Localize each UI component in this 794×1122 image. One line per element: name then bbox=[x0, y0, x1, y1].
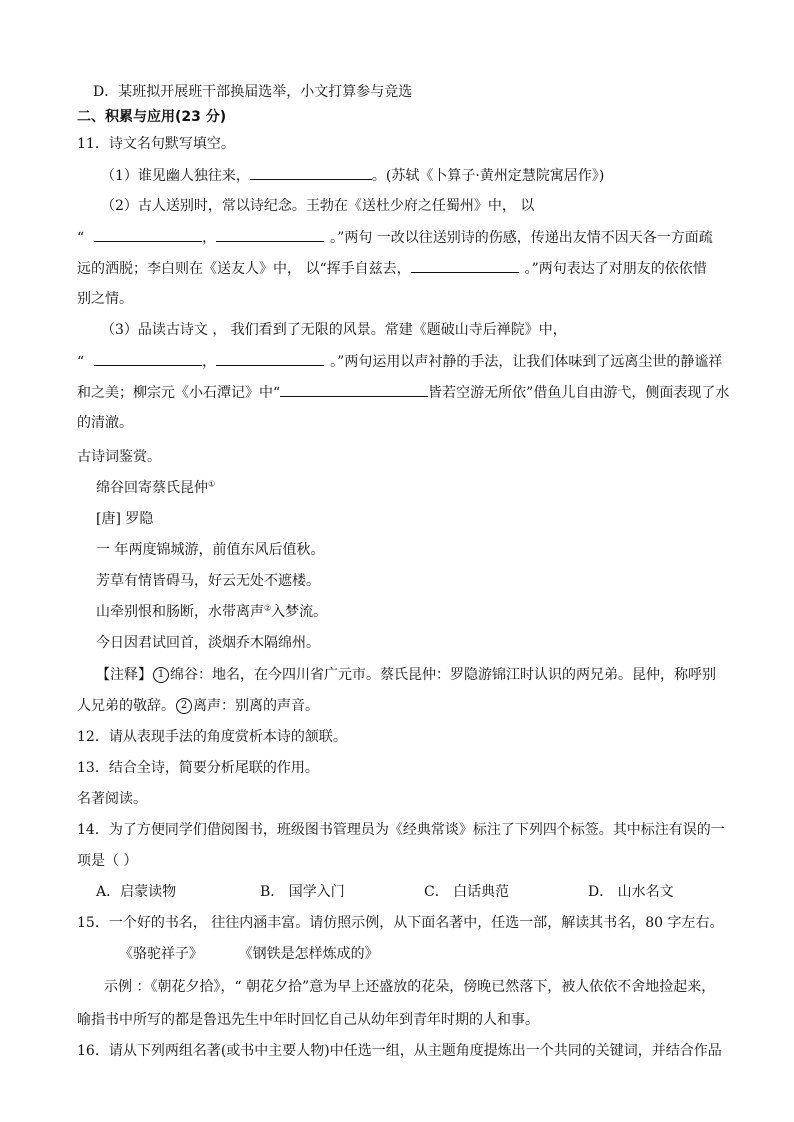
q11-part2-line3 bbox=[77, 258, 707, 278]
note-text-2a: 人兄弟的敬辞。 bbox=[77, 698, 175, 714]
q11-part3-line2 bbox=[77, 351, 722, 371]
answer-blank[interactable] bbox=[216, 227, 324, 242]
q11-part3-line3-b: 皆若空游无所依”借鱼儿自由游弋，侧面表现了水 bbox=[428, 385, 730, 401]
answer-blank[interactable] bbox=[411, 258, 519, 273]
footnote-marker: ② bbox=[264, 603, 272, 613]
q11-part2-line3-b: 。”两句表达了对朋友的依依惜 bbox=[524, 261, 707, 277]
option-d-choice[interactable]: D． 山水名文 bbox=[588, 884, 674, 900]
q11-part2-line1: （2）古人送别时，常以诗纪念。王勃在《送杜少府之任蜀州》中， 以 bbox=[101, 198, 535, 214]
poem-heading: 古诗词鉴赏。 bbox=[77, 449, 161, 465]
poem-author: [唐] 罗隐 bbox=[96, 511, 154, 527]
q11-part2-line3-a: 远的洒脱；李白则在《送友人》中， 以“挥手自兹去， bbox=[77, 261, 411, 277]
q11-part2-rest: 。”两句 一改以往送别诗的伤感，传递出友情不因天各一方面疏 bbox=[330, 230, 713, 246]
q11-part1 bbox=[101, 165, 604, 185]
q15-books: 《骆驼祥子》 《钢铁是怎样炼成的》 bbox=[119, 946, 379, 962]
quote-open: “ bbox=[77, 354, 85, 370]
comma: ， bbox=[202, 354, 217, 370]
poem-line-4: 今日因君试回首，淡烟乔木隔绵州。 bbox=[96, 635, 320, 651]
q16: 16．请从下列两组名著(或书中主要人物)中任选一组，从主题角度提炼出一个共同的关键词，并结合作品 bbox=[77, 1043, 722, 1059]
poem-note-line2 bbox=[77, 696, 319, 716]
poem-note-line1 bbox=[96, 665, 716, 685]
answer-blank[interactable] bbox=[94, 351, 202, 366]
poem-line-3-text: 山牵别恨和肠断，水带离声 bbox=[96, 604, 264, 620]
q15-line1: 15．一个好的书名， 往往内涵丰富。请仿照示例，从下面名著中，任选一部，解读其书名，80 字左右。 bbox=[77, 915, 724, 931]
answer-blank[interactable] bbox=[280, 382, 428, 397]
q11-part2-line4: 别之情。 bbox=[77, 291, 133, 307]
poem-title-text: 绵谷回寄蔡氏昆仲 bbox=[96, 480, 208, 496]
option-d: D．某班拟开展班干部换届选举，小文打算参与竞选 bbox=[93, 84, 413, 100]
section-title: 二、积累与应用(23 分) bbox=[77, 109, 227, 125]
poem-title bbox=[96, 478, 215, 498]
poem-line-1: 一 年两度锦城游，前值东风后值秋。 bbox=[96, 542, 325, 558]
q11-part3-line3-a: 和之美；柳宗元《小石潭记》中“ bbox=[77, 385, 281, 401]
footnote-marker: ① bbox=[208, 479, 216, 489]
q13: 13．结合全诗，简要分析尾联的作用。 bbox=[77, 760, 319, 776]
q14-line2: 项是（ ） bbox=[77, 853, 138, 869]
option-b[interactable]: B． 国学入门 bbox=[260, 884, 345, 900]
q14-line1: 14．为了方便同学们借阅图书，班级图书管理员为《经典常谈》标注了下列四个标签。其中标注有误的一 bbox=[77, 822, 725, 838]
poem-line-3 bbox=[96, 602, 327, 622]
footnote-circle: 1 bbox=[153, 667, 169, 683]
q11-part2-line2 bbox=[77, 227, 713, 247]
answer-blank[interactable] bbox=[250, 165, 372, 180]
answer-blank[interactable] bbox=[216, 351, 324, 366]
q11-part3-line3 bbox=[77, 382, 729, 402]
q12: 12．请从表现手法的角度赏析本诗的颔联。 bbox=[77, 729, 347, 745]
poem-line-2: 芳草有情皆碍马，好云无处不遮楼。 bbox=[96, 573, 320, 589]
q11-part3-line1: （3）品读古诗文 ， 我们看到了无限的风景。常建《题破山寺后禅院》中， bbox=[101, 322, 567, 338]
q15-example-line2: 喻指书中所写的都是鲁迅先生中年时回忆自己从幼年到青年时期的人和事。 bbox=[77, 1012, 539, 1028]
note-label: 【注释】 bbox=[96, 667, 152, 683]
q11-part3-rest: 。”两句运用以声衬静的手法，让我们体味到了远离尘世的静谧祥 bbox=[330, 354, 723, 370]
note-text-2b: 离声：别离的声音。 bbox=[193, 698, 319, 714]
quote-open: “ bbox=[77, 230, 85, 246]
reading-heading: 名著阅读。 bbox=[77, 791, 147, 807]
option-a[interactable]: A．启蒙读物 bbox=[96, 884, 177, 900]
answer-blank[interactable] bbox=[94, 227, 202, 242]
q11-title: 11．诗文名句默写填空。 bbox=[77, 136, 235, 152]
q14-options bbox=[96, 882, 674, 902]
note-text-1: 绵谷：地名，在今四川省广元市。蔡氏昆仲：罗隐游锦江时认识的两兄弟。昆仲，称呼别 bbox=[170, 667, 716, 683]
q11-part1-text: （1）谁见幽人独往来， bbox=[101, 168, 250, 184]
footnote-circle: 2 bbox=[176, 698, 192, 714]
poem-line-3-end: 入梦流。 bbox=[271, 604, 328, 620]
option-c[interactable]: C． 白话典范 bbox=[424, 884, 510, 900]
q11-part3-line4: 的清澈。 bbox=[77, 415, 133, 431]
q11-part1-source: 。(苏轼《卜算子·黄州定慧院寓居作》) bbox=[371, 168, 605, 184]
q15-example-line1: 示例 ：《朝花夕拾》，“ 朝花夕拾”意为早上还盛放的花朵，傍晚已然落下，被人依依不舍地捡起来， bbox=[104, 979, 716, 995]
comma: ， bbox=[202, 230, 217, 246]
